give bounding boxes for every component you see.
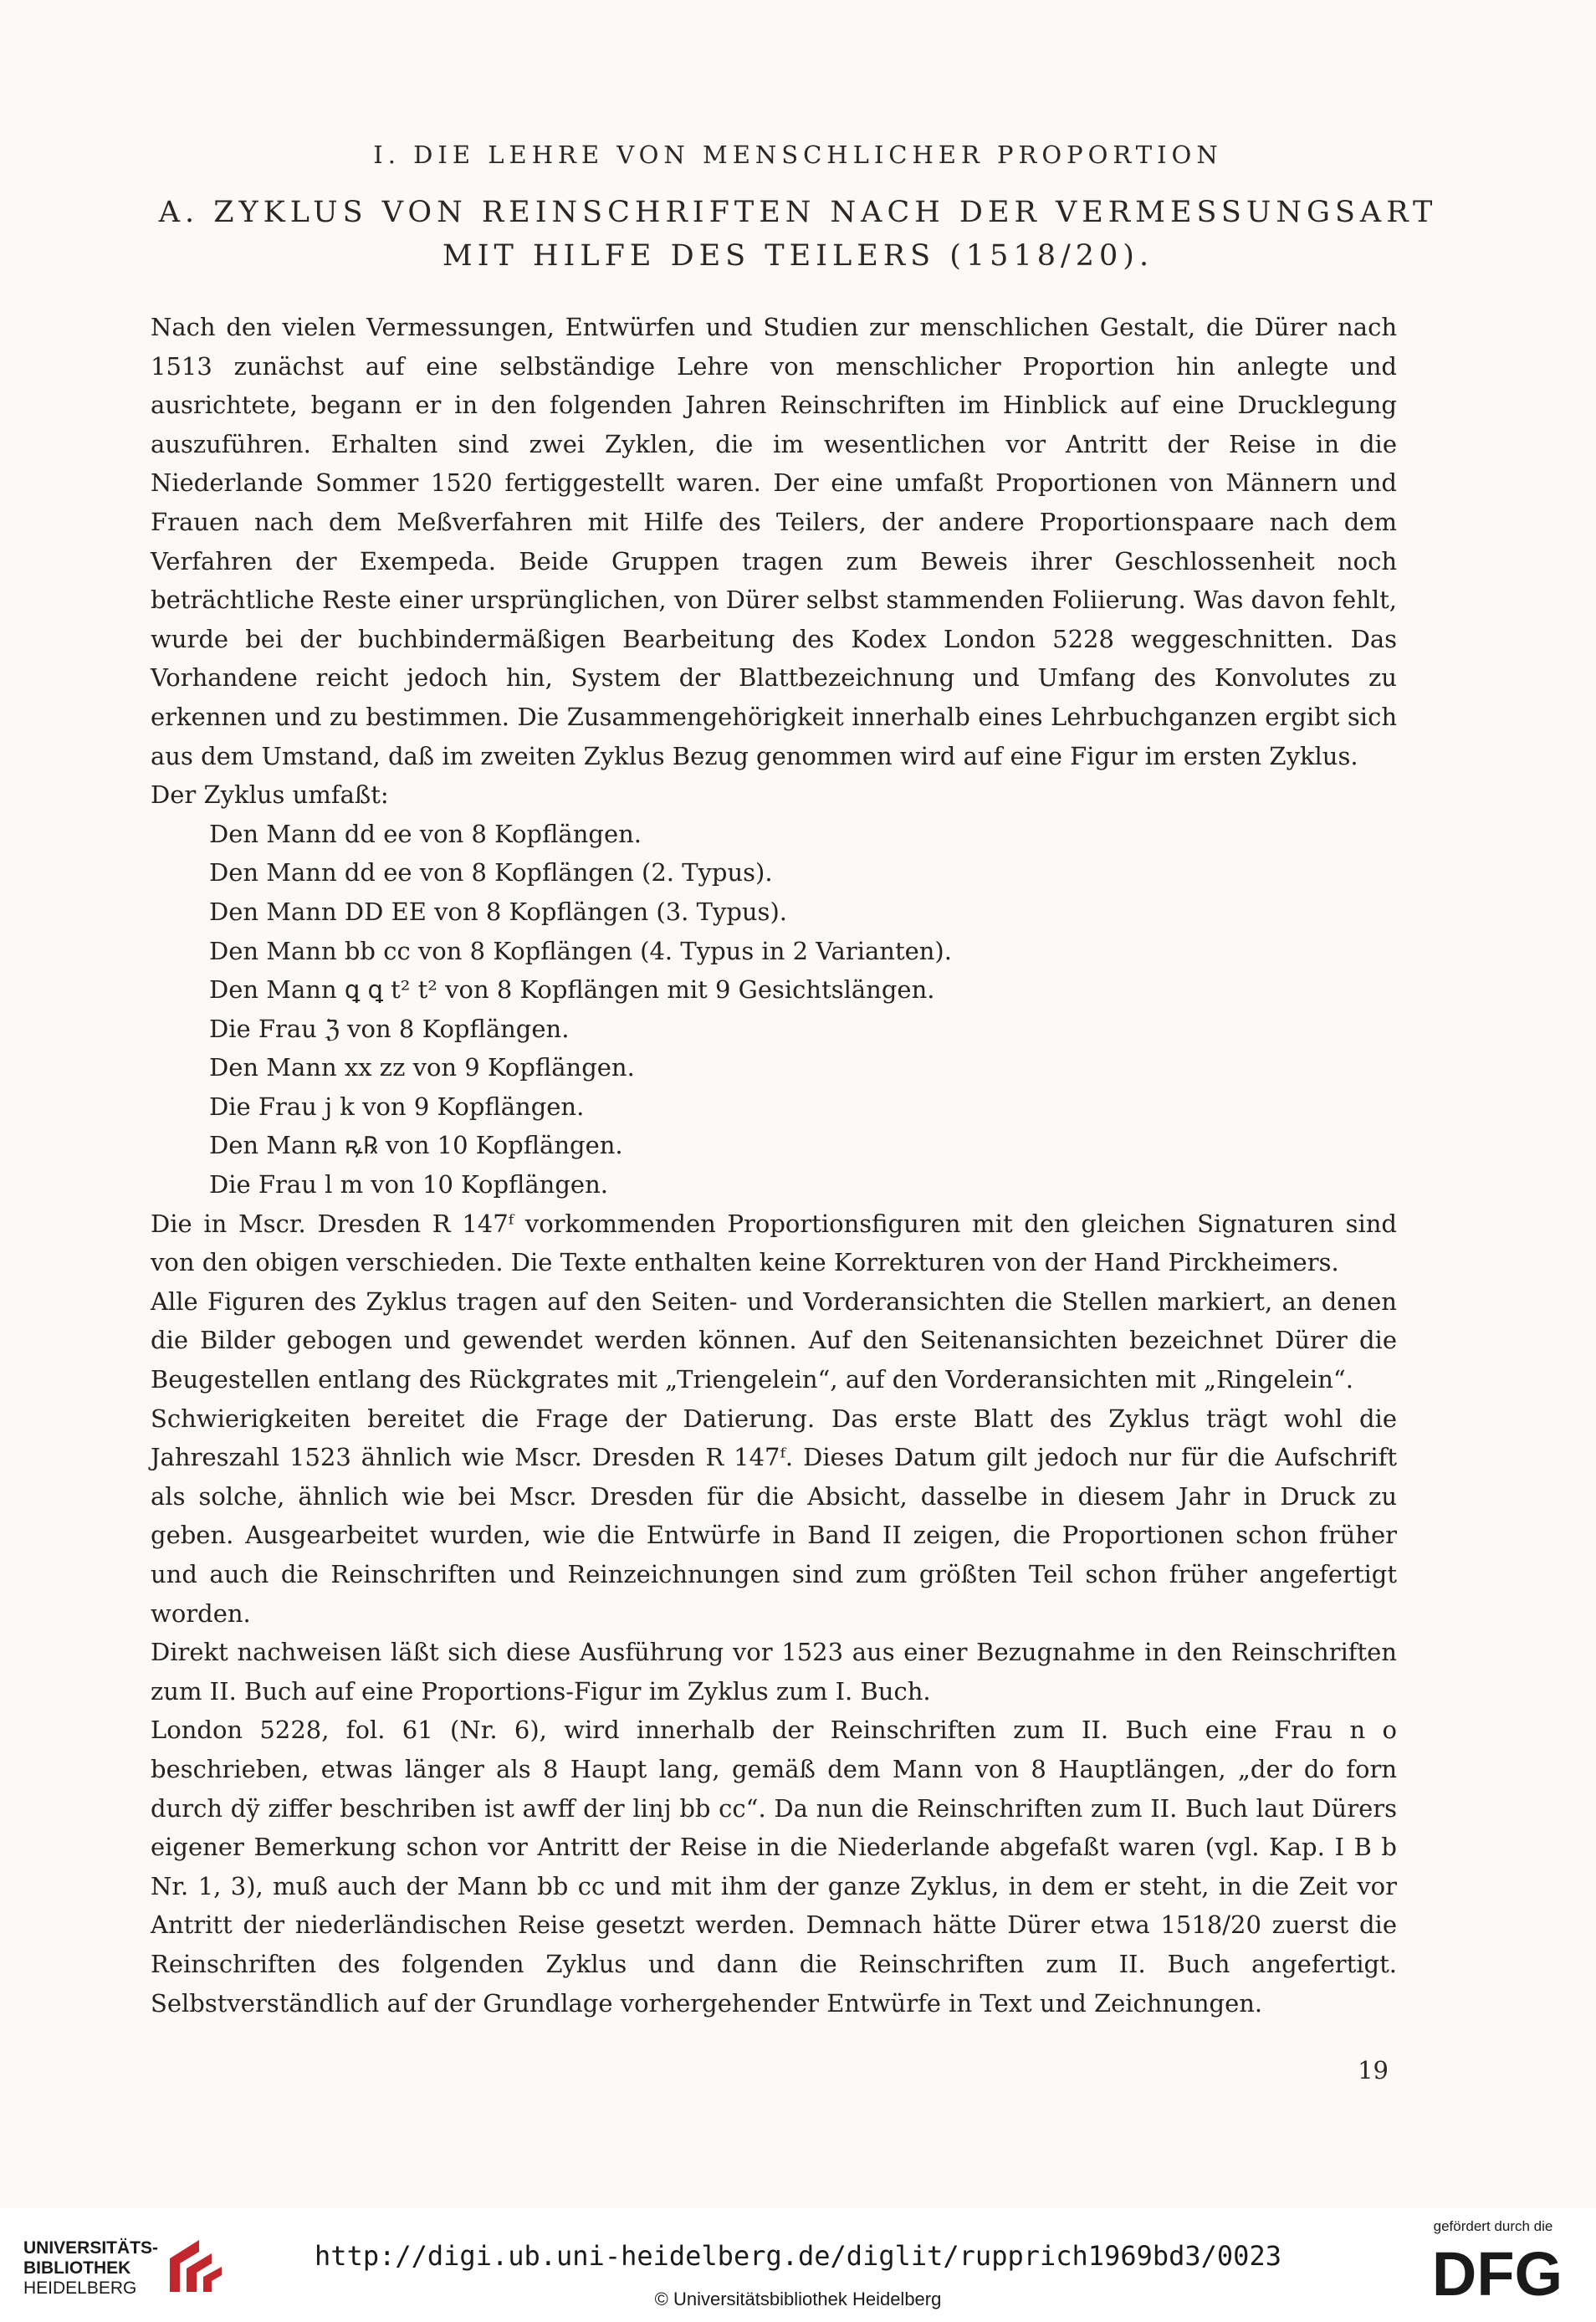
figure-list [209, 815, 1397, 1204]
list-intro: Der Zyklus umfaßt: [151, 780, 389, 810]
list-item: Die Frau j k von 9 Kopflängen. [209, 1092, 585, 1121]
library-name-line-2: BIBLIOTHEK [23, 2258, 131, 2278]
list-item: Die Frau ℨ von 8 Kopflängen. [209, 1014, 570, 1043]
list-item: Den Mann dd ee von 8 Kopflängen. [209, 819, 642, 848]
list-item: Den Mann xx zz von 9 Kopflängen. [209, 1053, 635, 1082]
dfg-logo-text: DFG [1431, 2239, 1563, 2305]
body-text [151, 308, 1397, 2023]
paragraph-dating: Schwierigkeiten bereitet die Frage der Datierung. Das erste Blatt des Zyklus trägt wohl die Jahreszahl 1523 ähnlich wie Mscr. Dresden R 147ᶠ. Dieses Datum gilt jedoch nur für die Aufschrift als solche, ähnlich wie bei Mscr. Dresden für die Absicht, dasselbe in diesem Jahr in Druck zu geben. Ausgearbeitet wurden, wie die Entwürfe in Band II zeigen, die Proportionen schon früher und auch die Reinschriften und Reinzeichnungen sind zum größten Teil schon früher angefertigt worden. [151, 1404, 1397, 1628]
paragraph-evidence: Direkt nachweisen läßt sich diese Ausführung vor 1523 aus einer Bezugnahme in den Reinschriften zum II. Buch auf eine Proportions-Figur im Zyklus zum I. Buch. [151, 1638, 1397, 1706]
page-number: 19 [1358, 2056, 1389, 2084]
library-name-line-3: HEIDELBERG [23, 2279, 137, 2298]
permalink-url[interactable]: http://digi.ub.uni-heidelberg.de/diglit/rupprich1969bd3/0023 [315, 2240, 1281, 2272]
digitization-footer [0, 2208, 1596, 2322]
copyright-notice: © Universitätsbibliothek Heidelberg [654, 2289, 942, 2309]
running-head: I. DIE LEHRE VON MENSCHLICHER PROPORTION [373, 141, 1223, 169]
list-item: Den Mann bb cc von 8 Kopflängen (4. Typus in 2 Varianten). [209, 936, 952, 965]
funder-label: gefördert durch die [1433, 2218, 1553, 2234]
paragraph-figures: Alle Figuren des Zyklus tragen auf den Seiten- und Vorderansichten die Stellen markiert, an denen die Bilder gebogen und gewendet werden können. Auf den Seitenansichten bezeichnet Dürer die Beugestellen entlang des Rückgrates mit „Triengelein“, auf den Vorderansichten mit „Ringelein“. [151, 1286, 1397, 1394]
library-name-line-1: UNIVERSITÄTS- [23, 2238, 159, 2258]
paragraph-intro: Nach den vielen Vermessungen, Entwürfen und Studien zur menschlichen Gestalt, die Dürer nach 1513 zunächst auf eine selbständige Lehre von menschlicher Proportion hin anlegte und ausrichtete, begann er in den folgenden Jahren Reinschriften im Hinblick auf eine Drucklegung auszuführen. Erhalten sind zwei Zyklen, die im wesentlichen vor Antritt der Reise in die Niederlande Sommer 1520 fertiggestellt waren. Der eine umfaßt Proportionen von Männern und Frauen nach dem Meßverfahren mit Hilfe des Teilers, der andere Proportionspaare nach dem Verfahren der Exempeda. Beide Gruppen tragen zum Beweis ihrer Geschlossenheit noch beträchtliche Reste einer ursprünglichen, von Dürer selbst stammenden Foliierung. Was davon fehlt, wurde bei der buchbindermäßigen Bearbeitung des Kodex London 5228 weggeschnitten. Das Vorhandene reicht jedoch hin, System der Blattbezeichnung und Umfang des Konvolutes zu erkennen und zu bestimmen. Die Zusammengehörigkeit innerhalb eines Lehrbuchganzen ergibt sich aus dem Umstand, daß im zweiten Zyklus Bezug genommen wird auf eine Figur im ersten Zyklus. [151, 313, 1397, 770]
list-item: Den Mann ꝶ℞ von 10 Kopflängen. [209, 1131, 623, 1160]
list-item: Die Frau l m von 10 Kopflängen. [209, 1170, 608, 1199]
paragraph-dresden: Die in Mscr. Dresden R 147ᶠ vorkommenden Proportionsfiguren mit den gleichen Signaturen sind von den obigen verschieden. Die Texte enthalten keine Korrekturen von der Hand Pirckheimers. [151, 1209, 1397, 1277]
section-heading-line-2: MIT HILFE DES TEILERS (1518/20). [442, 239, 1154, 273]
list-item: Den Mann dd ee von 8 Kopflängen (2. Typus). [209, 858, 773, 887]
section-heading [117, 191, 1479, 278]
paragraph-london: London 5228, fol. 61 (Nr. 6), wird innerhalb der Reinschriften zum II. Buch eine Frau n o beschrieben, etwas länger als 8 Haupt lang, gemäß dem Mann von 8 Hauptlängen, „der do forn durch dÿ ziffer beschriben ist awff der linj bb cc“. Da nun die Reinschriften zum II. Buch laut Dürers eigener Bemerkung schon vor Antritt der Reise in die Niederlande abgefaßt waren (vgl. Kap. I B b Nr. 1, 3), muß auch der Mann bb cc und mit ihm der ganze Zyklus, in dem er steht, in die Zeit vor Antritt der niederländischen Reise gesetzt werden. Demnach hätte Dürer etwa 1518/20 zuerst die Reinschriften des folgenden Zyklus und dann die Reinschriften zum II. Buch angefertigt. Selbstverständlich auf der Grundlage vorhergehender Entwürfe in Text und Zeichnungen. [151, 1716, 1397, 2018]
dfg-logo[interactable] [1422, 2238, 1573, 2305]
list-item: Den Mann DD EE von 8 Kopflängen (3. Typus). [209, 897, 787, 926]
section-heading-line-1: A. ZYKLUS VON REINSCHRIFTEN NACH DER VERMESSUNGSART [158, 196, 1438, 229]
list-item: Den Mann ꝗ ꝗ t² t² von 8 Kopflängen mit 9 Gesichtslängen. [209, 975, 935, 1005]
